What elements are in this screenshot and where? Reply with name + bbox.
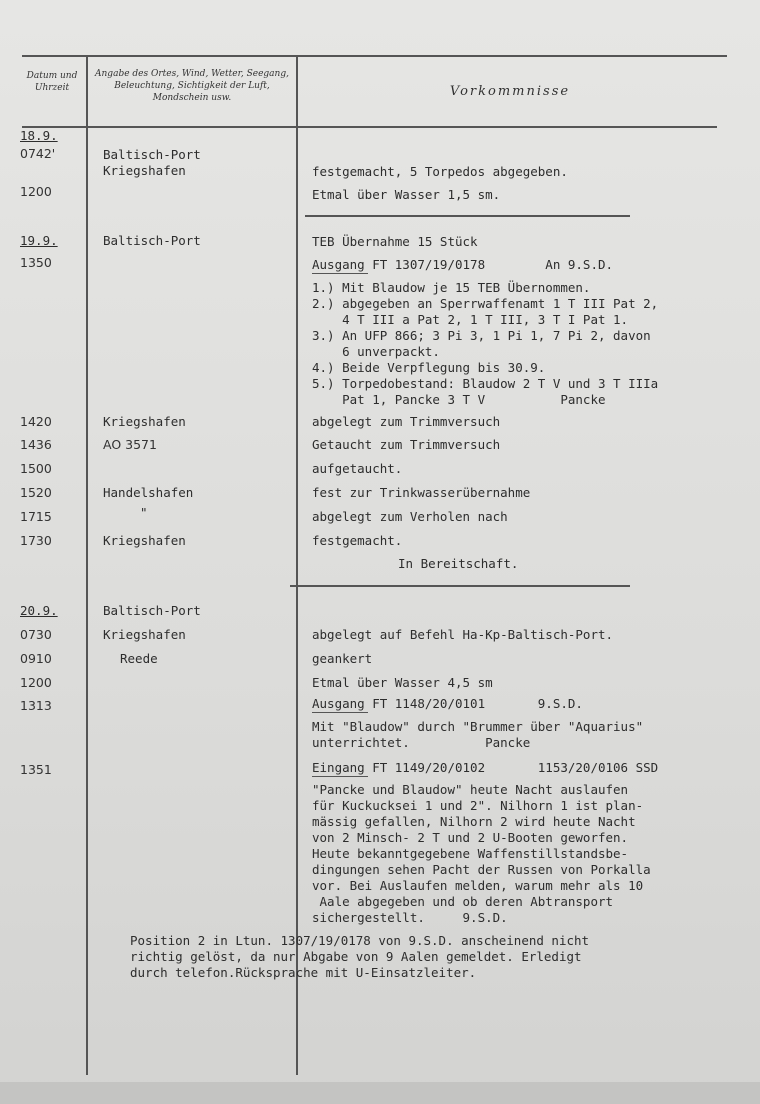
readiness-note: In Bereitschaft. [398,556,519,571]
time-0730: 0730 [20,627,52,642]
fs-1351-line: dingungen sehen Pacht der Russen von Porkalla [312,862,651,877]
header-bottom-rule [22,126,717,128]
fs-1350-line: 5.) Torpedobestand: Blaudow 2 T V und 3 T IIIa [312,376,659,391]
footnote-line: durch telefon.Rücksprache mit U-Einsatzleiter. [130,965,477,980]
time-1200-b: 1200 [20,675,52,690]
place-kriegshafen-4: Kriegshafen [103,627,186,642]
event-etmal-2: Etmal über Wasser 4,5 sm [312,675,493,690]
fs-1350-line: 2.) abgegeben an Sperrwaffenamt 1 T III Pat 2, [312,296,659,311]
place-handelshafen: Handelshafen [103,485,194,500]
event-ausgang-ft-1350: Ausgang FT 1307/19/0178 An 9.S.D. [312,257,614,272]
scan-bottom-edge [0,1082,760,1104]
date-19-9: 19.9. [20,233,58,248]
event-etmal-1: Etmal über Wasser 1,5 sm. [312,187,501,202]
footnote-line: Position 2 in Ltun. 1307/19/0178 von 9.S.D. anscheinend nicht [130,933,590,948]
event-teb-uebernahme: TEB Übernahme 15 Stück [312,234,478,249]
event-abgelegt-befehl: abgelegt auf Befehl Ha-Kp-Baltisch-Port. [312,627,614,642]
time-1420: 1420 [20,414,52,429]
time-1350: 1350 [20,255,52,270]
header-events: Vorkommnisse [449,84,571,99]
place-baltisch-port-1: Baltisch-Port [103,147,201,162]
place-ao-3571: AO 3571 [103,437,157,452]
event-verholen: abgelegt zum Verholen nach [312,509,508,524]
event-trinkwasser: fest zur Trinkwasserübernahme [312,485,531,500]
fs-1313-rule [312,712,368,713]
event-trimmversuch: abgelegt zum Trimmversuch [312,414,501,429]
place-kriegshafen-1: Kriegshafen [103,163,186,178]
column-divider-place [296,55,298,1075]
fs-1350-line: 1.) Mit Blaudow je 15 TEB Übernommen. [312,280,591,295]
time-1436: 1436 [20,437,52,452]
fs-1351-line: für Kuckucksei 1 und 2". Nilhorn 1 ist plan- [312,798,644,813]
place-baltisch-port-3: Baltisch-Port [103,603,201,618]
date-20-9: 20.9. [20,603,58,618]
time-1313: 1313 [20,698,52,713]
fs-1351-line: Heute bekanntgegebene Waffenstillstandsbe- [312,846,629,861]
top-rule [22,55,727,57]
event-festgemacht-1: festgemacht, 5 Torpedos abgegeben. [312,164,568,179]
time-1351: 1351 [20,762,52,777]
fs-1351-line: sichergestellt. 9.S.D. [312,910,508,925]
place-kriegshafen-3: Kriegshafen [103,533,186,548]
fs-1350-line: 3.) An UFP 866; 3 Pi 3, 1 Pi 1, 7 Pi 2, davon [312,328,651,343]
time-1500: 1500 [20,461,52,476]
section-rule-2 [290,585,630,587]
fs-1351-line: mässig gefallen, Nilhorn 2 wird heute Nacht [312,814,636,829]
event-geankert: geankert [312,651,373,666]
place-baltisch-port-2: Baltisch-Port [103,233,201,248]
fs-1350-rule [312,273,368,274]
header-place: Angabe des Ortes, Wind, Wetter, Seegang, Beleuchtung, Sichtigkeit der Luft, Mondschein usw. [95,69,289,103]
time-1715: 1715 [20,509,52,524]
fs-1350-line: Pat 1, Pancke 3 T V Pancke [312,392,606,407]
event-eingang-ft-1351: Eingang FT 1149/20/0102 1153/20/0106 SSD [312,760,659,775]
date-18-9: 18.9. [20,128,58,143]
fs-1313-line: unterrichtet. Pancke [312,735,531,750]
fs-1351-line: vor. Bei Auslaufen melden, warum mehr als 10 [312,878,644,893]
event-getaucht: Getaucht zum Trimmversuch [312,437,501,452]
footnote-line: richtig gelöst, da nur Abgabe von 9 Aalen gemeldet. Erledigt [130,949,582,964]
place-kriegshafen-2: Kriegshafen [103,414,186,429]
fs-1350-line: 4 T III a Pat 2, 1 T III, 3 T I Pat 1. [312,312,629,327]
header-date: Datum und Uhrzeit [26,71,78,93]
fs-1350-line: 6 unverpackt. [312,344,440,359]
time-1520: 1520 [20,485,52,500]
fs-1351-rule [312,776,368,777]
fs-1350-line: 4.) Beide Verpflegung bis 30.9. [312,360,546,375]
fs-1351-line: Aale abgegeben und ob deren Abtransport [312,894,614,909]
time-1730: 1730 [20,533,52,548]
event-aufgetaucht: aufgetaucht. [312,461,403,476]
place-reede: Reede [120,651,158,666]
column-divider-date [86,55,88,1075]
event-ausgang-ft-1313: Ausgang FT 1148/20/0101 9.S.D. [312,696,583,711]
time-0910: 0910 [20,651,52,666]
place-ditto: " [140,505,148,520]
section-rule-1 [305,215,630,217]
time-1200-a: 1200 [20,184,52,199]
event-festgemacht-2: festgemacht. [312,533,403,548]
fs-1313-line: Mit "Blaudow" durch "Brummer über "Aquarius" [312,719,644,734]
fs-1351-line: "Pancke und Blaudow" heute Nacht auslaufen [312,782,629,797]
time-0742: 0742' [20,146,56,161]
fs-1351-line: von 2 Minsch- 2 T und 2 U-Booten geworfen. [312,830,629,845]
